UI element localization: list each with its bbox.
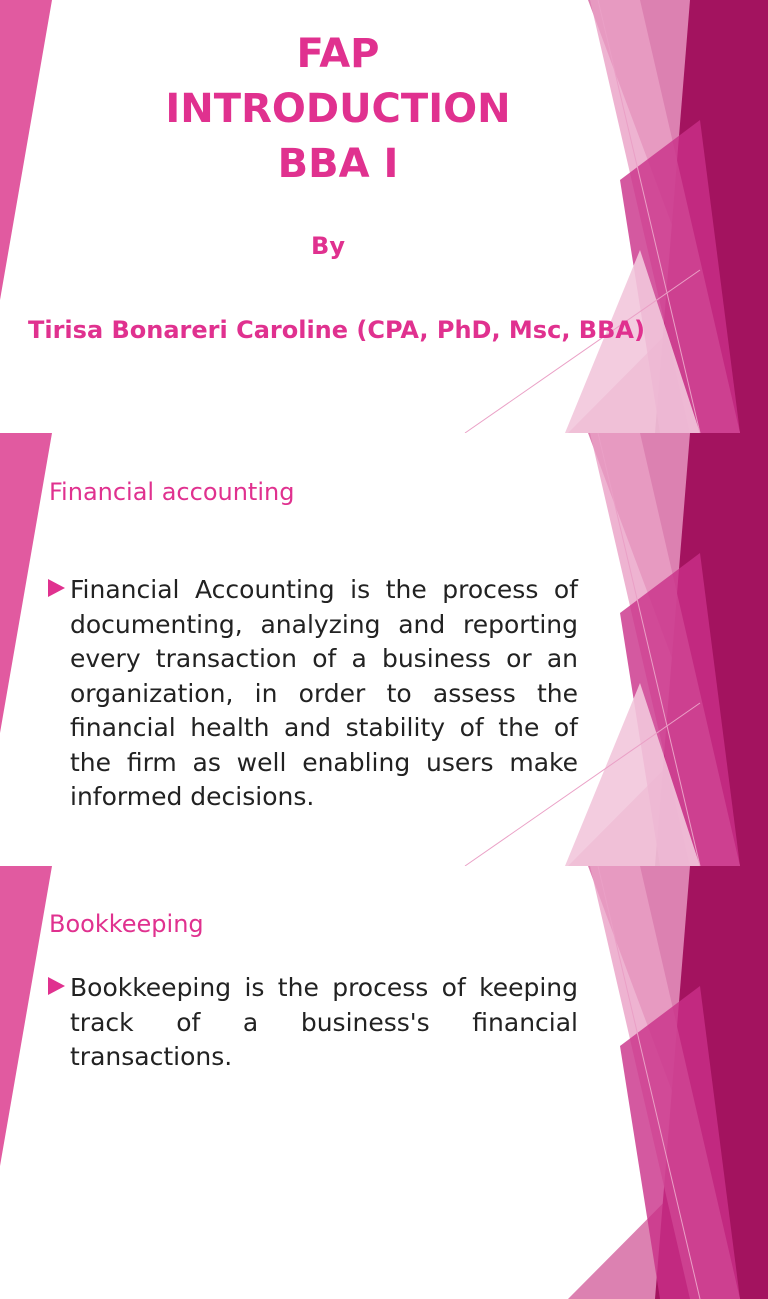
author-name: Tirisa Bonareri Caroline (CPA, PhD, Msc, BBA): [28, 316, 645, 344]
slide-heading: Financial accounting: [49, 478, 295, 506]
title-line: INTRODUCTION: [165, 86, 511, 132]
title-line: FAP: [296, 31, 380, 77]
bullet-item: [48, 573, 578, 815]
slide-financial-accounting: [0, 433, 768, 866]
slide-heading: Bookkeeping: [49, 910, 204, 938]
bullet-item: [48, 971, 578, 1075]
bullet-arrow-icon: [48, 977, 65, 995]
slide-bookkeeping: [0, 866, 768, 1071]
bullet-arrow-icon: [48, 579, 65, 597]
bullet-text: Bookkeeping is the process of keeping track of a business's financial transactions.: [70, 973, 578, 1071]
slide-title-block: [0, 27, 676, 192]
slide-title: [0, 0, 768, 433]
by-label: By: [311, 232, 345, 260]
bullet-text: Financial Accounting is the process of documenting, analyzing and reporting every transaction of a business or an organization, in order to assess the financial health and stability of the of the firm as well enabling users make informed decisions.: [70, 575, 578, 811]
title-line: BBA I: [277, 141, 399, 187]
